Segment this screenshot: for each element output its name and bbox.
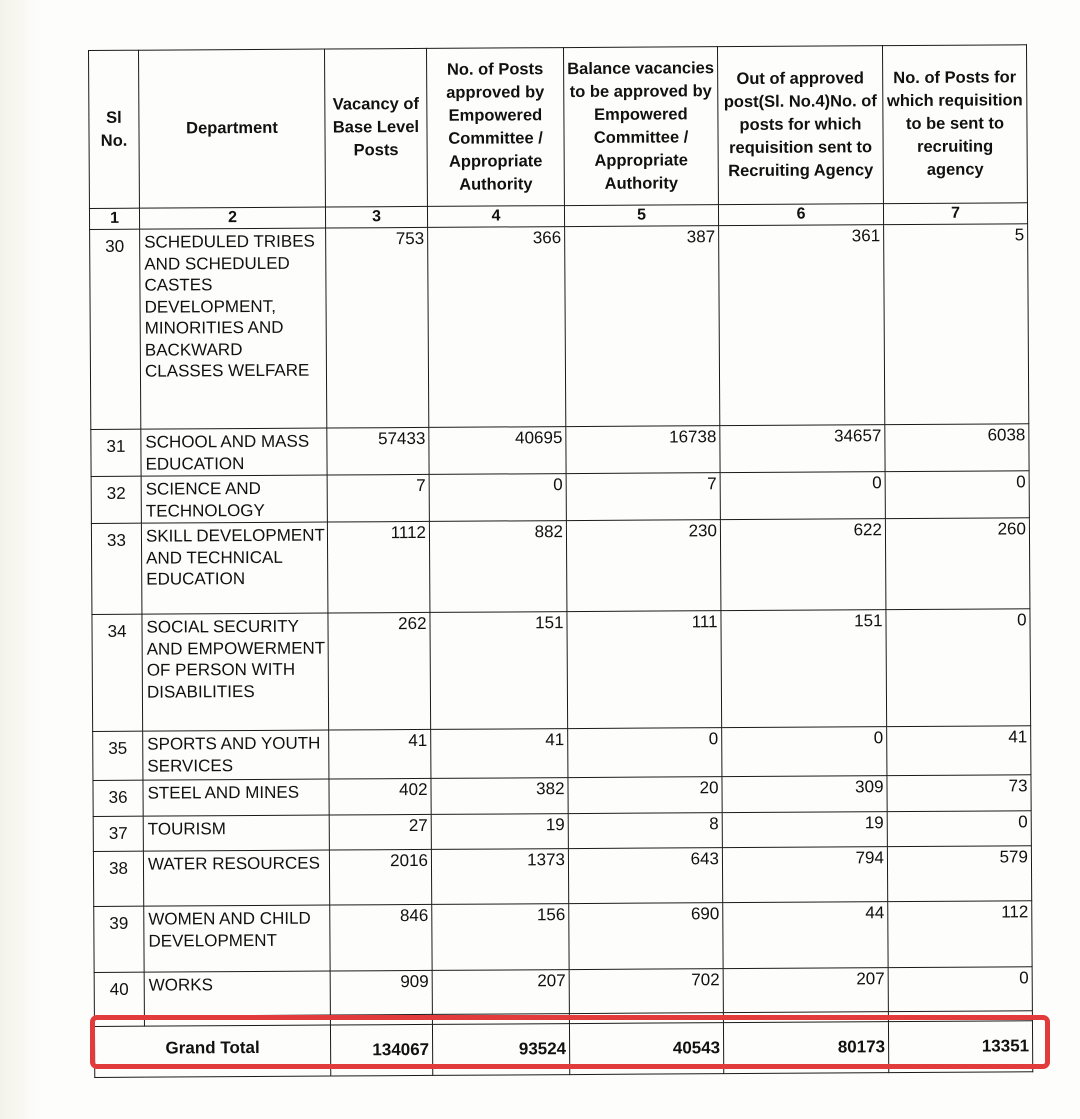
row-department: WOMEN AND CHILD DEVELOPMENT: [144, 905, 330, 972]
column-number: 1: [89, 208, 139, 229]
table-row: [93, 846, 1031, 907]
row-approved: 382: [431, 778, 568, 815]
column-number: 4: [427, 206, 564, 228]
row-requisition-sent: 309: [722, 776, 887, 813]
row-balance: 16738: [566, 426, 720, 474]
row-balance: 20: [568, 777, 722, 814]
row-requisition-sent: 207: [723, 968, 888, 1013]
table-row: [91, 424, 1029, 477]
table-row: [93, 811, 1031, 852]
header-sl-no: Sl No.: [89, 50, 140, 208]
row-sl-no: 40: [94, 972, 144, 1016]
header-balance: Balance vacancies to be approved by Empowered Committee / Appropriate Authority: [563, 47, 718, 206]
total-requisition-sent: 80173: [723, 1022, 888, 1074]
row-balance: 8: [568, 813, 722, 849]
row-balance: 0: [568, 728, 722, 778]
row-requisition-to-send: 73: [887, 775, 1031, 812]
table-row: [93, 775, 1031, 817]
row-vacancy: 753: [326, 227, 429, 428]
header-requisition-to-send: No. of Posts for which requisition to be sent to recruiting agency: [882, 45, 1027, 204]
row-requisition-to-send: 260: [885, 518, 1030, 610]
row-requisition-to-send: 5: [884, 224, 1029, 425]
row-sl-no: 31: [91, 429, 141, 476]
row-approved: 41: [431, 729, 568, 779]
row-sl-no: 36: [93, 780, 143, 816]
row-sl-no: 30: [90, 229, 141, 429]
row-sl-no: 32: [91, 476, 141, 523]
header-vacancy: Vacancy of Base Level Posts: [324, 48, 427, 207]
table-row: [91, 471, 1029, 524]
total-approved: 93524: [432, 1024, 569, 1076]
header-department: Department: [139, 49, 326, 208]
table-row: [93, 726, 1031, 781]
row-department: SKILL DEVELOPMENT AND TECHNICAL EDUCATION: [141, 522, 328, 614]
row-balance: 643: [568, 848, 722, 904]
row-vacancy: 41: [329, 729, 431, 779]
row-approved: 151: [430, 612, 568, 730]
row-balance: 387: [565, 226, 720, 427]
row-balance: 7: [566, 473, 720, 521]
row-vacancy: 2016: [329, 849, 431, 905]
row-vacancy: 262: [328, 612, 431, 730]
table-row: [91, 518, 1030, 615]
table-row: [92, 609, 1031, 732]
row-requisition-to-send: 112: [888, 901, 1032, 968]
row-requisition-sent: 622: [720, 519, 886, 611]
row-vacancy: 909: [330, 970, 432, 1015]
column-number: 6: [718, 204, 883, 226]
table-row: [94, 967, 1032, 1017]
row-vacancy: 402: [329, 778, 431, 815]
grand-total-label: Grand Total: [94, 1025, 330, 1077]
row-department: WATER RESOURCES: [143, 850, 329, 906]
column-number: 7: [883, 203, 1027, 225]
row-vacancy: 57433: [327, 427, 429, 475]
row-requisition-to-send: 0: [887, 811, 1031, 847]
row-requisition-to-send: 579: [887, 846, 1031, 902]
row-vacancy: 846: [330, 904, 432, 971]
row-sl-no: 34: [92, 614, 143, 731]
row-department: WORKS: [144, 971, 330, 1016]
column-number: 2: [139, 207, 325, 229]
row-department: TOURISM: [143, 815, 329, 851]
column-number: 3: [325, 206, 427, 228]
row-approved: 0: [429, 474, 566, 522]
row-requisition-sent: 0: [722, 727, 887, 777]
row-approved: 156: [432, 904, 569, 971]
row-sl-no: 39: [94, 906, 144, 972]
row-requisition-to-send: 0: [888, 967, 1032, 1012]
row-requisition-sent: 44: [723, 902, 888, 969]
spacer-cell: [330, 1014, 432, 1025]
row-department: SOCIAL SECURITY AND EMPOWERMENT OF PERSON WITH DISABILITIES: [142, 613, 329, 731]
total-requisition-to-send: 13351: [888, 1021, 1032, 1073]
header-approved: No. of Posts approved by Empowered Committee / Appropriate Authority: [426, 48, 564, 207]
row-vacancy: 7: [327, 474, 429, 522]
table-row: [94, 901, 1032, 973]
row-sl-no: 38: [93, 851, 143, 906]
row-requisition-to-send: 6038: [885, 424, 1029, 472]
row-approved: 207: [432, 970, 569, 1015]
row-requisition-sent: 794: [722, 847, 887, 903]
row-vacancy: 27: [329, 814, 431, 850]
row-balance: 230: [566, 520, 721, 612]
row-requisition-sent: 34657: [720, 425, 885, 473]
header-requisition-sent: Out of approved post(Sl. No.4)No. of posts for which requisition sent to Recruiting Agency: [717, 46, 883, 205]
row-department: SCIENCE AND TECHNOLOGY: [141, 475, 327, 523]
row-approved: 40695: [429, 427, 566, 475]
row-requisition-sent: 19: [722, 812, 887, 848]
row-department: SCHEDULED TRIBES AND SCHEDULED CASTES DEVELOPMENT, MINORITIES AND BACKWARD CLASSES WELFARE: [140, 228, 327, 429]
row-department: SPORTS AND YOUTH SERVICES: [143, 730, 329, 780]
row-balance: 690: [569, 903, 723, 970]
vacancy-table: [88, 44, 1033, 1078]
scan-shadow: [0, 0, 40, 1119]
row-balance: 702: [569, 969, 723, 1014]
row-approved: 366: [428, 227, 566, 428]
row-approved: 1373: [431, 849, 568, 905]
spacer-cell: [94, 1016, 144, 1026]
row-department: STEEL AND MINES: [143, 779, 329, 816]
row-approved: 19: [431, 814, 568, 850]
row-requisition-to-send: 41: [887, 726, 1031, 776]
row-requisition-to-send: 0: [885, 471, 1029, 519]
total-vacancy: 134067: [330, 1024, 432, 1076]
row-sl-no: 33: [91, 523, 142, 614]
row-requisition-sent: 151: [721, 610, 887, 728]
row-sl-no: 37: [93, 816, 143, 851]
row-requisition-sent: 0: [720, 472, 885, 520]
table-row: [90, 224, 1029, 430]
total-balance: 40543: [569, 1023, 723, 1075]
column-number: 5: [564, 205, 718, 227]
row-requisition-sent: 361: [719, 225, 885, 426]
row-balance: 111: [567, 611, 722, 729]
row-approved: 882: [429, 521, 567, 613]
header-row: [89, 45, 1028, 209]
row-sl-no: 35: [93, 731, 143, 780]
row-department: SCHOOL AND MASS EDUCATION: [141, 428, 327, 476]
grand-total-row: [94, 1021, 1032, 1078]
row-vacancy: 1112: [327, 521, 430, 613]
row-requisition-to-send: 0: [886, 609, 1031, 727]
